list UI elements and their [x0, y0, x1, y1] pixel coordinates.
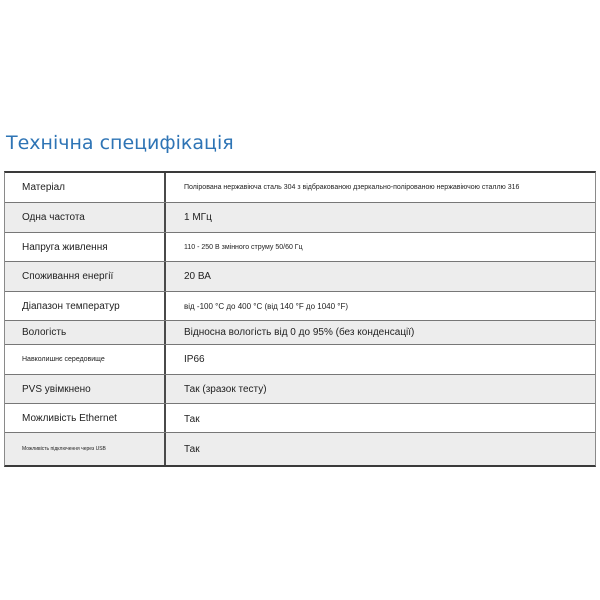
table-row [5, 173, 595, 203]
table-row [5, 375, 595, 404]
table-row [5, 262, 595, 292]
row-label: Вологість [5, 321, 166, 344]
table-row [5, 321, 595, 345]
row-value: від -100 °C до 400 °C (від 140 °F до 1040 °F) [184, 301, 349, 311]
row-label: Можливість підключення через USB [5, 433, 166, 465]
row-value: Відносна вологість від 0 до 95% (без конденсації) [184, 327, 415, 338]
row-value: Полірована нержавіюча сталь 304 з відбракованою дзеркально-полірованою нержавіючою сталлю 316 [184, 184, 520, 191]
table-row [5, 404, 595, 433]
table-row [5, 345, 595, 375]
table-row [5, 233, 595, 262]
table-row [5, 292, 595, 321]
row-label: Діапазон температур [5, 292, 166, 320]
spec-table [4, 171, 596, 467]
row-value: Так [184, 414, 200, 425]
row-value: 110 - 250 В змінного струму 50/60 Гц [184, 243, 303, 251]
page-title: Технічна специфікація [6, 132, 234, 154]
row-value: IP66 [184, 354, 205, 365]
row-value: Так (зразок тесту) [184, 383, 267, 395]
row-value: Так [184, 443, 200, 455]
row-label: Можливість Ethernet [5, 404, 166, 432]
row-label: PVS увімкнено [5, 375, 166, 403]
table-row [5, 433, 595, 465]
row-label: Навколишнє середовище [5, 345, 166, 374]
table-row [5, 203, 595, 233]
row-label: Напруга живлення [5, 233, 166, 261]
row-label: Споживання енергії [5, 262, 166, 291]
row-value: 1 МГц [184, 212, 212, 223]
row-label: Одна частота [5, 203, 166, 232]
row-label: Матеріал [5, 173, 166, 202]
row-value: 20 ВА [184, 271, 211, 282]
